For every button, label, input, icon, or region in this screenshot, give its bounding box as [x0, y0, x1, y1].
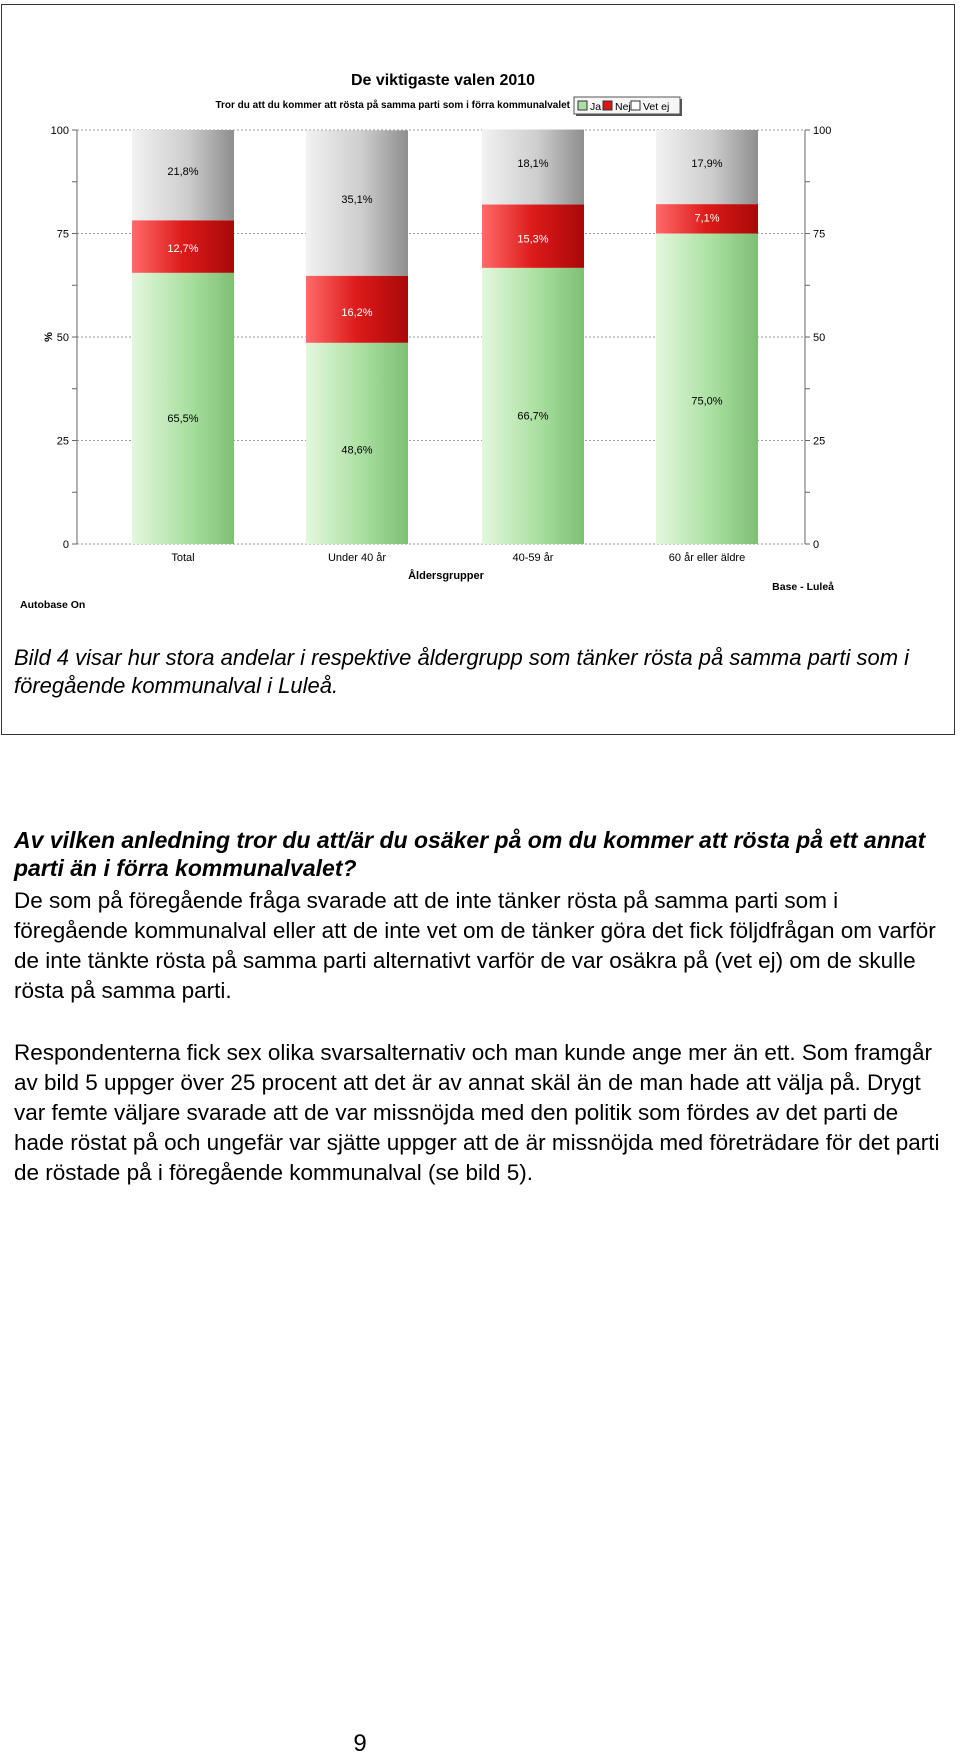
body-paragraph-1: De som på föregående fråga svarade att de inte tänker rösta på samma parti som i föregående kommunalval eller att de inte vet om de tänker göra det fick följdfrågan om varför de inte tänkte rösta på samma parti alternativt varför de var osäkra på (vet ej) om de skulle rösta på samma parti.: [14, 888, 936, 1003]
y-tick-label-right: 0: [813, 539, 820, 551]
chart-subtitle: Tror du att du kommer att rösta på samma parti som i förra kommunalvalet: [215, 100, 570, 111]
x-axis-label: Åldersgrupper: [408, 570, 484, 582]
data-label: 66,7%: [517, 410, 549, 423]
legend-entry: Vet ej: [643, 101, 670, 113]
legend-entry: Ja: [590, 101, 602, 113]
footer-left-label: Autobase On: [20, 599, 86, 611]
section-heading: Av vilken anledning tror du att/är du osäker på om du kommer att rösta på ett annat parti än i förra kommunalvalet?: [14, 827, 926, 881]
data-label: 12,7%: [167, 242, 199, 255]
x-tick-label: Total: [171, 552, 195, 564]
data-label: 16,2%: [341, 306, 373, 319]
bar-segment-ja: [656, 234, 758, 545]
data-label: 17,9%: [691, 158, 723, 171]
body-paragraph-2: Respondenterna fick sex olika svarsalternativ och man kunde ange mer än ett. Som framgår av bild 5 uppger över 25 procent att det är av annat skäl än de man hade att välja på. Drygt var femte väljare svarade att de var missnöjda med den politik som fördes av det parti de hade röstat på och ungefär var sjätte uppger att de är missnöjda med företrädare för det parti de röstade på i föregående kommunalval (se bild 5).: [14, 1040, 940, 1185]
data-label: 15,3%: [517, 233, 549, 246]
data-label: 18,1%: [517, 158, 549, 171]
legend-swatch: [578, 101, 587, 110]
y-tick-label-left: 75: [56, 228, 69, 241]
figure-box: [1, 4, 955, 735]
x-tick-label: 60 år eller äldre: [668, 552, 746, 564]
y-tick-label-left: 100: [50, 125, 69, 137]
data-label: 65,5%: [167, 412, 199, 425]
data-label: 75,0%: [691, 395, 723, 408]
bar-segment-ja: [132, 273, 234, 544]
y-axis-label: %: [43, 332, 55, 342]
chart-title: De viktigaste valen 2010: [350, 72, 536, 89]
data-label: 7,1%: [694, 212, 720, 225]
y-tick-label-right: 75: [813, 228, 826, 241]
data-label: 21,8%: [167, 166, 199, 179]
y-tick-label-right: 100: [813, 125, 832, 137]
figure-caption: Bild 4 visar hur stora andelar i respektive åldergrupp som tänker rösta på samma parti som i föregående kommunalval i Luleå.: [14, 645, 910, 698]
y-tick-label-left: 0: [62, 539, 69, 551]
data-label: 35,1%: [341, 194, 373, 207]
legend-swatch: [631, 101, 640, 110]
legend-swatch: [603, 101, 612, 110]
bar-segment-ja: [306, 343, 408, 544]
data-label: 48,6%: [341, 444, 373, 457]
page-number: 9: [353, 1730, 367, 1757]
x-tick-label: Under 40 år: [327, 552, 387, 564]
footer-right-label: Base - Luleå: [772, 581, 834, 593]
y-tick-label-right: 50: [813, 332, 826, 344]
stacked-bar-chart: [2, 5, 954, 733]
y-tick-label-right: 25: [813, 435, 826, 448]
y-tick-label-left: 25: [56, 435, 69, 448]
legend-entry: Nej: [615, 101, 631, 113]
x-tick-label: 40-59 år: [512, 552, 554, 564]
y-tick-label-left: 50: [56, 332, 69, 344]
bar-segment-ja: [482, 268, 584, 544]
